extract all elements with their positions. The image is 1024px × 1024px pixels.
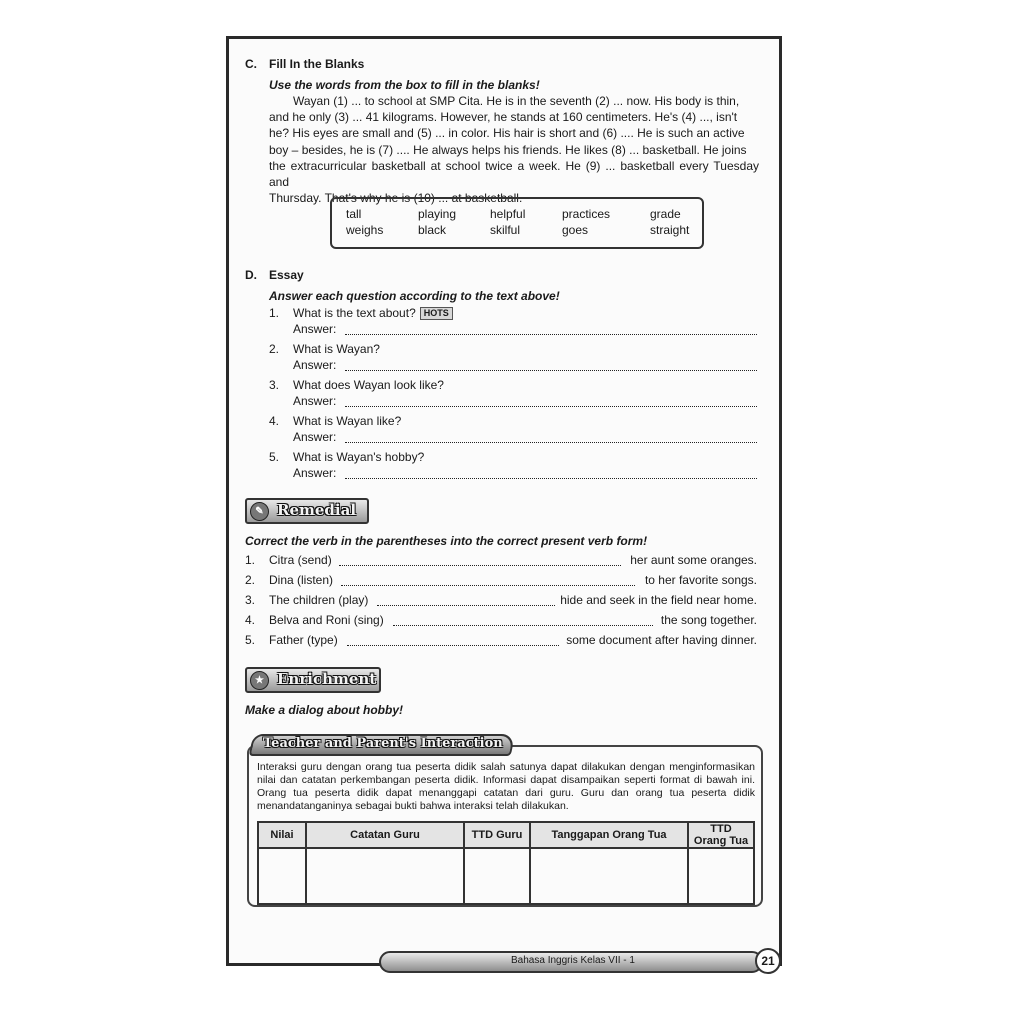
remedial-start: Dina (listen) <box>269 573 334 587</box>
word-box <box>330 197 704 249</box>
question-text: What is Wayan like? <box>293 414 402 428</box>
column-catatan-guru: Catatan Guru <box>306 822 464 848</box>
section-d-letter: D. <box>245 268 257 282</box>
fill-in-paragraph <box>269 93 763 206</box>
word-option: helpful <box>490 207 526 221</box>
paragraph-line: he? His eyes are small and (5) ... in color. His hair is short and (6) .... He is such an active <box>269 126 745 141</box>
remedial-number: 2. <box>245 573 256 587</box>
remedial-start: Citra (send) <box>269 553 332 567</box>
answer-line[interactable] <box>345 442 757 443</box>
answer-line[interactable] <box>345 334 757 335</box>
word-option: weighs <box>346 223 384 237</box>
remedial-banner <box>245 498 369 524</box>
remedial-number: 1. <box>245 553 256 567</box>
remedial-icon: ✎ <box>250 502 269 521</box>
section-c-letter: C. <box>245 57 257 71</box>
column-nilai: Nilai <box>258 822 306 848</box>
cell-tanggapan-orang-tua[interactable] <box>530 848 688 904</box>
question-text: What is Wayan's hobby? <box>293 450 425 464</box>
remedial-blank[interactable] <box>347 645 559 646</box>
cell-catatan-guru[interactable] <box>306 848 464 904</box>
remedial-number: 5. <box>245 633 256 647</box>
remedial-start: Belva and Roni (sing) <box>269 613 384 627</box>
question-text: What is Wayan? <box>293 342 380 356</box>
paragraph-line: Wayan (1) ... to school at SMP Cita. He is in the seventh (2) ... now. His body is thin, <box>293 94 740 108</box>
remedial-end: hide and seek in the field near home. <box>560 593 757 607</box>
cell-nilai[interactable] <box>258 848 306 904</box>
remedial-number: 3. <box>245 593 256 607</box>
section-d-title: Essay <box>269 268 304 282</box>
table-row <box>258 848 754 904</box>
paragraph-line: the extracurricular basketball at school twice a week. He (9) ... basketball every Tuesday and <box>269 158 759 190</box>
question-number: 5. <box>269 450 280 464</box>
column-ttd-guru: TTD Guru <box>464 822 530 848</box>
column-tanggapan-orang-tua: Tanggapan Orang Tua <box>530 822 688 848</box>
paragraph-line: Thursday. That's why he is (10) ... at basketball. <box>269 191 523 206</box>
section-d-instruction: Answer each question according to the text above! <box>269 289 560 303</box>
remedial-start: The children (play) <box>269 593 369 607</box>
answer-line[interactable] <box>345 370 757 371</box>
word-option: skilful <box>490 223 521 237</box>
remedial-title: Remedial <box>277 501 357 519</box>
answer-line[interactable] <box>345 478 757 479</box>
question-number: 1. <box>269 306 280 320</box>
question-number: 2. <box>269 342 280 356</box>
remedial-blank[interactable] <box>341 585 635 586</box>
question-text: What does Wayan look like? <box>293 378 444 392</box>
remedial-end: the song together. <box>660 613 757 627</box>
answer-label: Answer: <box>293 430 337 444</box>
remedial-end: her aunt some oranges. <box>630 553 757 567</box>
paragraph-line: and he only (3) ... 41 kilograms. However, he stands at 160 centimeters. He's (4) ..., isn't <box>269 110 738 125</box>
question-number: 3. <box>269 378 280 392</box>
remedial-blank[interactable] <box>393 625 653 626</box>
section-c-instruction: Use the words from the box to fill in the blanks! <box>269 78 540 92</box>
question-label: What is the text about? <box>293 306 416 320</box>
worksheet-page <box>226 36 782 966</box>
remedial-number: 4. <box>245 613 256 627</box>
word-option: black <box>418 223 447 237</box>
footer-book-title: Bahasa Inggris Kelas VII - 1 <box>511 955 635 966</box>
remedial-instruction: Correct the verb in the parentheses into the correct present verb form! <box>245 534 648 548</box>
interaction-title: Teacher and Parent's Interaction <box>263 736 503 751</box>
cell-ttd-guru[interactable] <box>464 848 530 904</box>
word-option: practices <box>562 207 611 221</box>
hots-badge: HOTS <box>420 307 453 320</box>
word-option: straight <box>650 223 690 237</box>
paragraph-line: boy – besides, he is (7) .... He always helps his friends. He likes (8) ... basketball. He joins <box>269 142 747 157</box>
remedial-end: to her favorite songs. <box>644 573 757 587</box>
section-c-title: Fill In the Blanks <box>269 57 365 71</box>
remedial-start: Father (type) <box>269 633 338 647</box>
remedial-end: some document after having dinner. <box>566 633 757 647</box>
remedial-blank[interactable] <box>377 605 555 606</box>
enrichment-icon: ★ <box>250 671 269 690</box>
question-text <box>293 306 453 320</box>
page-number: 21 <box>755 948 781 974</box>
question-number: 4. <box>269 414 280 428</box>
answer-label: Answer: <box>293 322 337 336</box>
table-header-row <box>258 822 754 848</box>
word-option: tall <box>346 207 362 221</box>
cell-ttd-orang-tua[interactable] <box>688 848 754 904</box>
answer-label: Answer: <box>293 394 337 408</box>
word-option: grade <box>650 207 681 221</box>
remedial-blank[interactable] <box>339 565 621 566</box>
enrichment-banner <box>245 667 381 693</box>
interaction-table <box>257 821 755 905</box>
answer-label: Answer: <box>293 466 337 480</box>
word-option: goes <box>562 223 589 237</box>
column-ttd-orang-tua: TTD Orang Tua <box>688 822 754 848</box>
answer-label: Answer: <box>293 358 337 372</box>
interaction-text: Interaksi guru dengan orang tua peserta didik salah satunya dapat dilakukan dengan menginformasikan nilai dan catatan perkembangan peserta didik. Informasi dapat disampaikan seperti format di bawah ini. Orang tua peserta didik dapat menanggapi catatan dari guru. Guru dan orang tua peserta didik menandatanganinya sebagai bukti bahwa interaksi telah dilakukan. <box>257 761 755 812</box>
answer-line[interactable] <box>345 406 757 407</box>
enrichment-title: Enrichment <box>277 670 377 688</box>
enrichment-instruction: Make a dialog about hobby! <box>245 703 404 717</box>
word-option: playing <box>418 207 457 221</box>
